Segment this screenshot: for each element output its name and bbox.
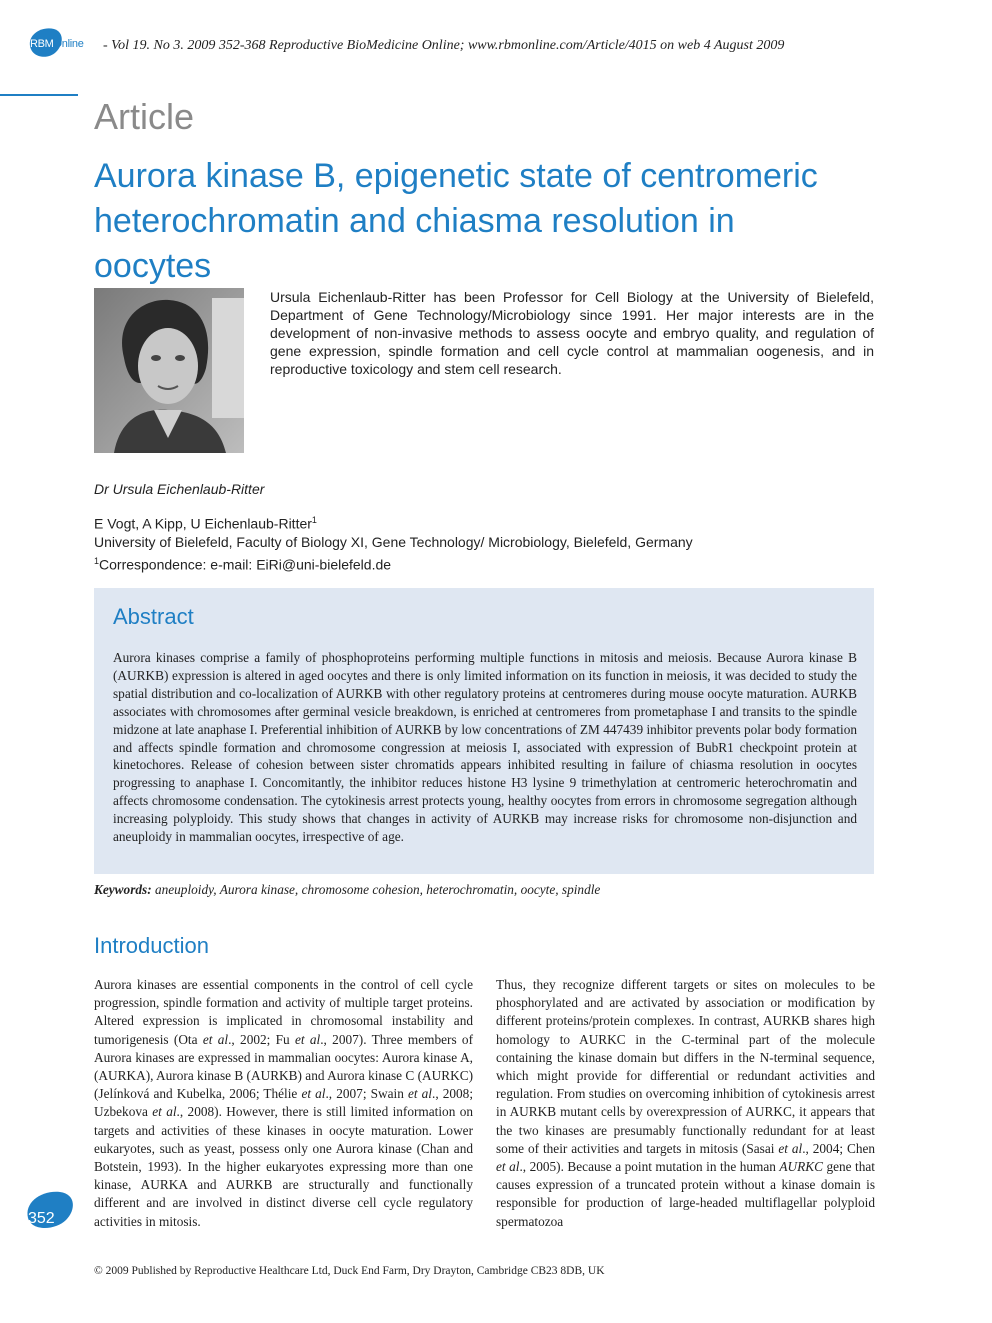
author-bio: Ursula Eichenlaub-Ritter has been Professor for Cell Biology at the University of Bielefeld, Department of Gene Technology/Microbiology since 1991. Her major interests are in the development of non-invasive methods to assess oocyte and embryo quality, and regulation of gene expression, spindle formation and cell cycle control at mammalian oogenesis, and in reproductive toxicology and stem cell research. (270, 289, 874, 377)
text-run: et al (778, 1140, 803, 1156)
rbm-logo-text (30, 38, 84, 50)
copyright-footer: © 2009 Published by Reproductive Healthcare Ltd, Duck End Farm, Dry Drayton, Cambridge CB23 8DB, UK (94, 1265, 605, 1277)
introduction-heading: Introduction (94, 933, 209, 958)
logo-suffix: Online (53, 38, 84, 50)
text-run: ., 2007; Swain (325, 1086, 408, 1102)
text-run: AURKC (779, 1159, 823, 1175)
authors-block (94, 511, 693, 574)
keywords-label: Keywords: (94, 882, 152, 897)
author-affiliation: University of Bielefeld, Faculty of Biology XI, Gene Technology/ Microbiology, Bielefeld, Germany (94, 534, 693, 551)
abstract-text: Aurora kinases comprise a family of phosphoproteins performing multiple functions in mitosis and meiosis. Because Aurora kinase B (AURKB) expression is altered in aged oocytes and there is only limited information on its function in meiosis, it was decided to study the spatial distribution and co-localization of AURKB with other regulatory proteins at centromeres during mouse oocyte maturation. AURKB associates with chromosomes after germinal vesicle breakdown, is enriched at centromeres from prometaphase I and transits to the spindle midzone at late anaphase I. Preferential inhibition of AURKB by low concentrations of ZM 447439 inhibitor prevents polar body formation and affects spindle formation and chromosome congression at meiosis I, associated with expression of BubR1 checkpoint protein at kinetochores. Release of cohesion between sister chromatids appears inhibited resulting in failure of chiasma resolution in oocytes progressing to anaphase I. Concomitantly, the inhibitor reduces histone H3 lysine 9 trimethylation at centromeric heterochromatin and affects chromosome condensation. The cytokinesis arrest protects young, healthy oocytes from errors in chromosome segregation although increasing polyploidy. This study shows that changes in activity of AURKB may increase risks for chromosome non-disjunction and aneuploidy in mammalian oocytes, irrespective of age. (113, 650, 857, 845)
journal-citation: - Vol 19. No 3. 2009 352-368 Reproductive BioMedicine Online; www.rbmonline.com/Article/4015 on web 4 August 2009 (103, 38, 785, 53)
text-run: gene that causes expression of a truncated protein without a kinase domain is responsible for production of large-headed multiflagellar polyploid spermatozoa (496, 1159, 875, 1229)
correspondence: $^1$Correspondence: e-mail: EiRi@uni-bielefeld.de (94, 555, 392, 573)
text-run: ., 2007). Three members of Aurora kinases are expressed in mammalian oocytes: Aurora kinase A, (AURKA), Aurora kinase B (AURKB) and Aurora kinase C (AURKC) (Jelínková and Kubelka, 2006; Thélie (94, 1031, 474, 1102)
section-label: Article (94, 96, 195, 137)
introduction-column-right (496, 976, 875, 1231)
keywords-list: aneuploidy, Aurora kinase, chromosome cohesion, heterochromatin, oocyte, spindle (154, 882, 601, 897)
text-run: et al (496, 1159, 520, 1175)
text-run: et al (301, 1086, 326, 1102)
text-run: Thus, they recognize different targets or sites on molecules to be phosphorylated and are activated by association or modification by different proteins/protein complexes. In contrast, AURKB shares high homology to AURKC in the C-terminal part of the molecule containing the kinase domain but differs in the N-terminal sequence, which might provide for differential or redundant activities and regulation. From studies on overcoming inhibition of cytokinesis arrest in AURKB mutant cells by overexpression of AURKC, it appears that the two kinases are presumably functionally redundant for at least some of their activities and targets in mitosis (Sasai (496, 977, 875, 1156)
article-title: Aurora kinase B, epigenetic state of centromeric heterochromatin and chiasma resolution in oocytes (94, 157, 818, 285)
author-portrait (94, 288, 244, 453)
page-number: 352 (28, 1210, 55, 1227)
keywords (94, 882, 874, 898)
portrait-caption: Dr Ursula Eichenlaub-Ritter (94, 481, 265, 497)
author-names: E Vogt, A Kipp, U Eichenlaub-Ritter$^1$ (94, 515, 317, 532)
text-run: ., 2005). Because a point mutation in the human (519, 1159, 780, 1175)
text-run: ., 2008). However, there is still limited information on targets and activities of these kinases in oocyte maturation. Lower eukaryotes, such as yeast, possess only one Aurora kinase (Chan and Botstein, 1993). In the higher eukaryotes expressing more than one kinase, AURKA and AURKB are structurally and functionally different and are involved in distinct diverse cell cycle regulatory activities in mitosis. (94, 1104, 473, 1229)
text-run: ., 2004; Chen (802, 1140, 876, 1156)
logo-prefix: RBM (30, 38, 54, 50)
text-run: et al (407, 1086, 432, 1102)
introduction-column-left (94, 976, 473, 1231)
abstract-heading: Abstract (113, 604, 194, 629)
text-run: ., 2002; Fu (228, 1031, 295, 1047)
text-run: Aurora kinases are essential components in the control of cell cycle progression, spindle formation and activity of multiple target proteins. Altered expression is implicated in chromosomal instability and tumorigenesis (Ota (94, 977, 473, 1047)
text-run: ., 2008; Uzbekova (94, 1086, 474, 1120)
text-run: et al (202, 1031, 229, 1047)
text-run: et al (152, 1104, 177, 1120)
text-run: et al (294, 1031, 321, 1047)
header-rule (0, 94, 78, 96)
